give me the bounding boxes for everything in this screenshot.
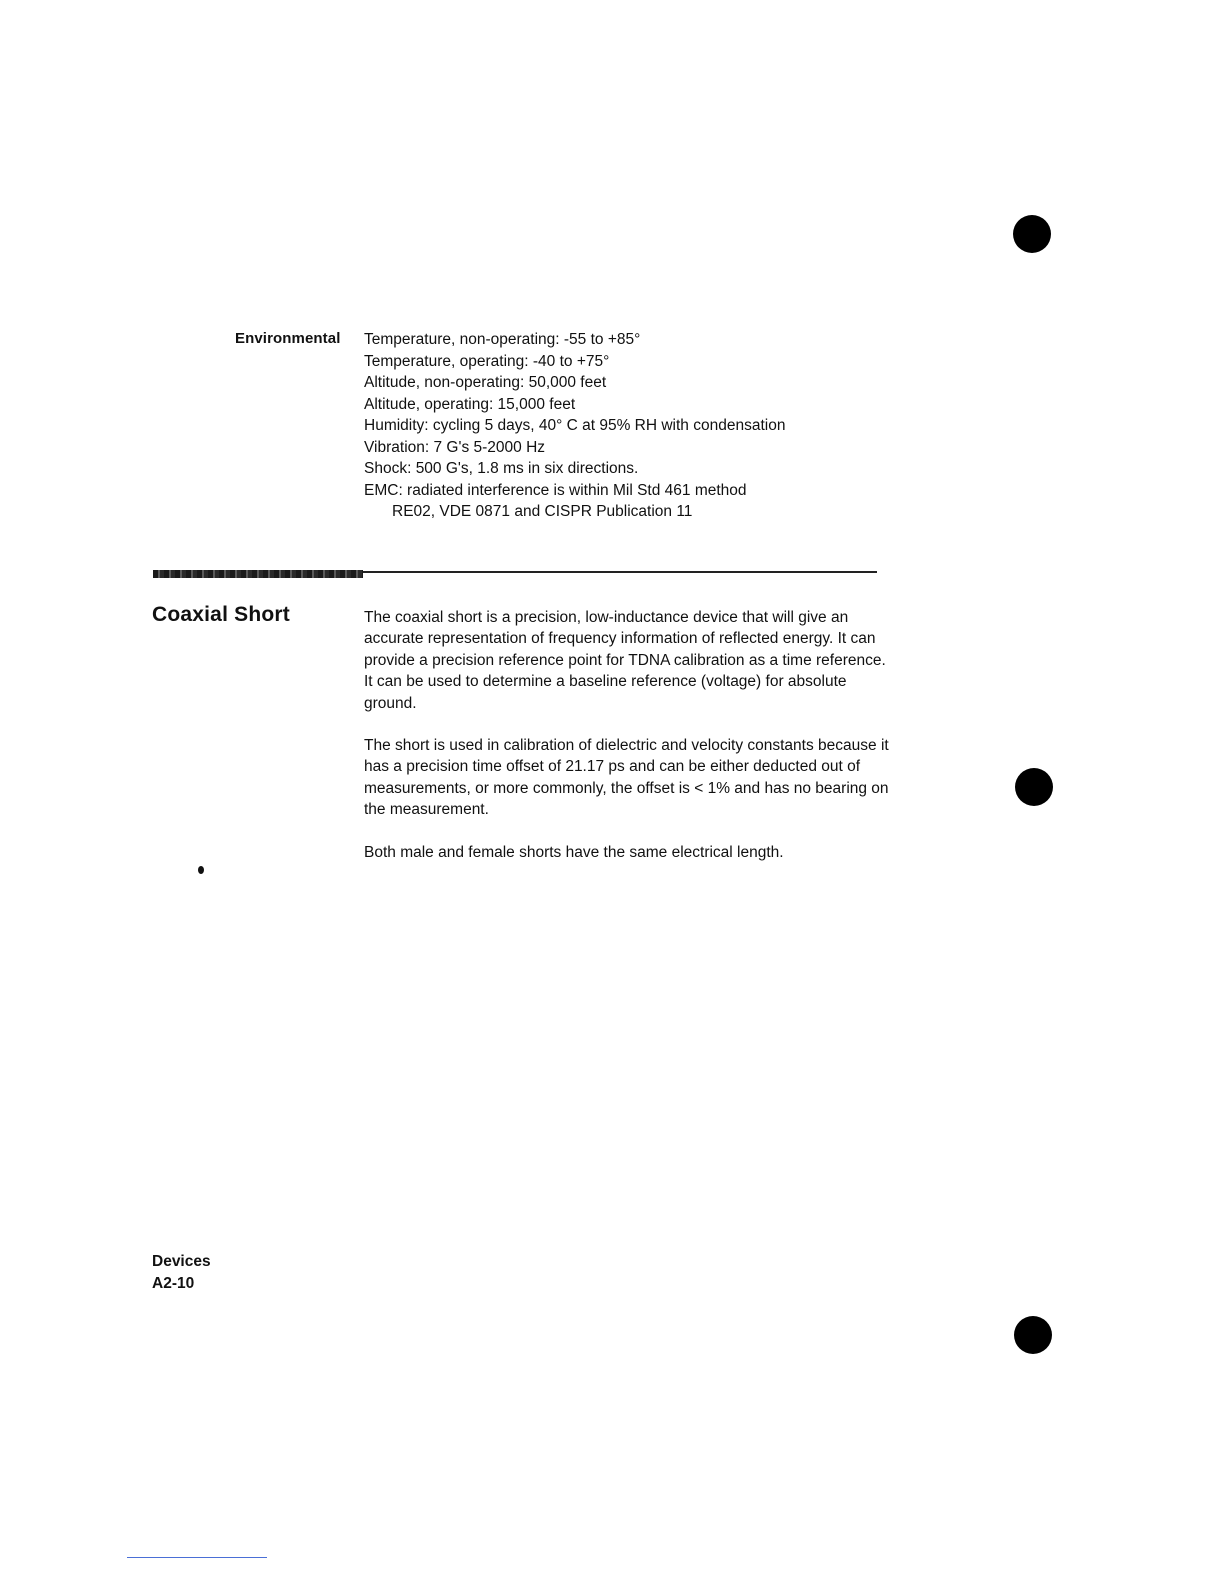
section-divider-bar — [153, 570, 363, 578]
binder-hole-bottom — [1014, 1316, 1052, 1354]
spec-item: Temperature, non-operating: -55 to +85° — [364, 331, 641, 348]
spec-item: Altitude, operating: 15,000 feet — [364, 395, 576, 413]
bottom-edge-line — [127, 1557, 267, 1558]
binder-hole-top — [1013, 215, 1051, 253]
section-title: Coaxial Short — [152, 603, 290, 626]
spec-item: EMC: radiated interference is within Mil Std 461 method — [364, 481, 747, 499]
body-paragraph: The short is used in calibration of dielectric and velocity constants because it has a precision time offset of 21.17 ps and can be either deducted out of measurements, or more commonly, the offset is < 1% and has no bearing on the measurement. — [364, 737, 889, 819]
footer-section-name: Devices — [152, 1253, 211, 1270]
page-footer — [152, 1251, 211, 1295]
scan-speck — [198, 866, 204, 874]
section-divider — [153, 570, 877, 578]
spec-item-continuation: RE02, VDE 0871 and CISPR Publication 11 — [392, 503, 693, 520]
environmental-label: Environmental — [235, 330, 341, 347]
body-paragraph: The coaxial short is a precision, low-inductance device that will give an accurate representation of frequency information of reflected energy. It can provide a precision reference point for TDNA calibration as a time reference. It can be used to determine a baseline reference (voltage) for absolute ground. — [364, 609, 886, 712]
binder-hole-middle — [1015, 768, 1053, 806]
spec-item: Vibration: 7 G's 5-2000 Hz — [364, 438, 546, 456]
section-body — [364, 607, 894, 884]
body-paragraph: Both male and female shorts have the same electrical length. — [364, 843, 784, 861]
spec-item: Temperature, operating: -40 to +75° — [364, 352, 610, 370]
environmental-spec-list — [364, 329, 785, 523]
spec-item: Shock: 500 G's, 1.8 ms in six directions. — [364, 460, 639, 477]
footer-page-number: A2-10 — [152, 1275, 195, 1292]
spec-item: Humidity: cycling 5 days, 40° C at 95% RH with condensation — [364, 417, 786, 434]
section-divider-line — [363, 571, 877, 573]
spec-item: Altitude, non-operating: 50,000 feet — [364, 374, 607, 391]
